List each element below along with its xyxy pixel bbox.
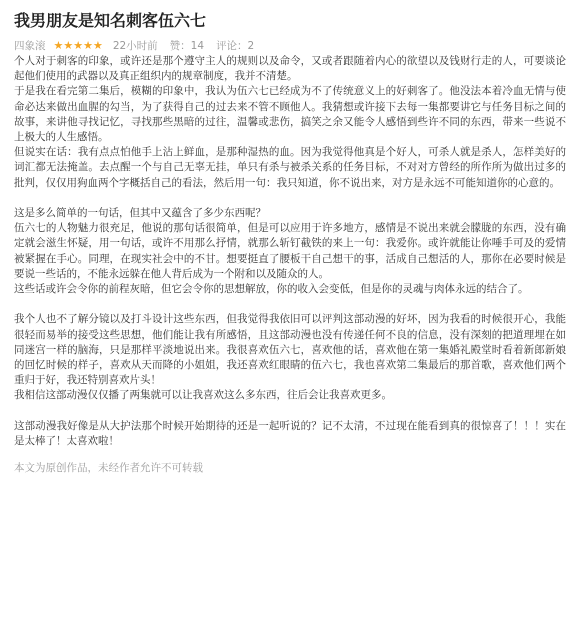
author-name[interactable]: 四象滚 [14,40,46,52]
post-time: 22小时前 [112,40,158,52]
paragraph-gap [14,297,566,312]
article-paragraph: 这部动漫我好像是从大护法那个时候开始期待的还是一起听说的？记不太清，不过现在能看到真的很惊喜了！！！实在是太棒了！太喜欢啦！ [14,419,566,448]
article-meta [14,38,566,54]
article-paragraph: 这是多么简单的一句话，但其中又蕴含了多少东西呢？ [14,207,266,220]
paragraph-gap [14,191,566,206]
like-count[interactable]: 赞：14 [169,40,205,52]
comment-count[interactable]: 评论：2 [216,40,255,52]
article-paragraph: 但说实在话：我有点点怕他手上沾上鲜血，是那种湿热的血。因为我觉得他真是个好人，可杀人就是杀人，怎样美好的词汇都无法掩盖。去点醒一个与自己无辜无挂，单只有杀与被杀关系的任务目标，不对对方曾经的所作所为做出过多的批判，仅仅用狗血两个字概括自己的看法，然后用一句：我只知道，你不说出来，对方是永远不可能知道你的心意的。 [14,146,566,189]
article-paragraph: 个人对于刺客的印象，或许还是那个遵守主人的规则以及命令，又或者跟随着内心的欲望以及钱财行走的人，可要谈论起他们使用的武器以及真正组织内的规章制度，我并不清楚。 [14,55,566,83]
article-paragraph: 于是我在看完第二集后，模糊的印象中，我认为伍六七已经成为不了传统意义上的好刺客了。他没法本着冷血无情与使命必达来做出血腥的勾当，为了获得自己的过去来不管不顾他人。我猜想或许接下去每一集都要讲它与任务目标之间的故事，来讲他寻找记忆，寻找那些黑暗的过往，温馨或悲伤，搞笑之余又能令人感悟到些许不同的东西，带来一些说不上极大的人生感悟。 [14,85,566,144]
article-paragraph: 我个人也不了解分镜以及打斗设计这些东西，但我觉得我依旧可以评判这部动漫的好坏，因为我看的时候很开心，我能很轻而易举的接受这些思想，他们能让我有所感悟，且这部动漫也没有传递任何不良的信息，没有深刻的把道理埋在如同迷宫一样的脑海，只是那样平淡地说出来。我很喜欢伍六七，喜欢他的话，喜欢他在第一集婚礼殿堂时看着新郎新娘的回忆时候的样子，喜欢从天而降的小姐姐，我还喜欢红眼睛的伍六七，我也喜欢第二集最后的那首歌，喜欢他们两个重归于好，我还特别喜欢片头！ [14,313,566,387]
paragraph-gap [14,404,566,419]
copyright-notice: 本文为原创作品，未经作者允许不可转载 [14,462,203,475]
article-paragraph: 伍六七的人物魅力很充足，他说的那句话很简单，但是可以应用于许多地方，感情是不说出来就会朦胧的东西，没有确定就会滋生怀疑，用一句话，或许不用那么抒情，就那么斩钉截铁的来上一句：我爱你。或许就能让你唾手可及的爱情被紧握在手心。同理，在现实社会中的不甘。想要挺直了腰板干自己想干的事，活成自己想活的人，那你在必要时候是要说一些话的，不能永远躲在他人背后成为一个附和以及随众的人。 [14,222,566,280]
article-title: 我男朋友是知名刺客伍六七 [14,11,207,30]
article-paragraph: 这些话或许会令你的前程灰暗，但它会令你的思想解放，你的收入会变低，但是你的灵魂与肉体永远的结合了。 [14,283,529,296]
article-body [14,54,566,449]
rating-stars-icon: ★★★★★ [53,39,103,52]
article-paragraph: 我相信这部动漫仅仅播了两集就可以让我喜欢这么多东西，往后会让我喜欢更多。 [14,389,392,402]
